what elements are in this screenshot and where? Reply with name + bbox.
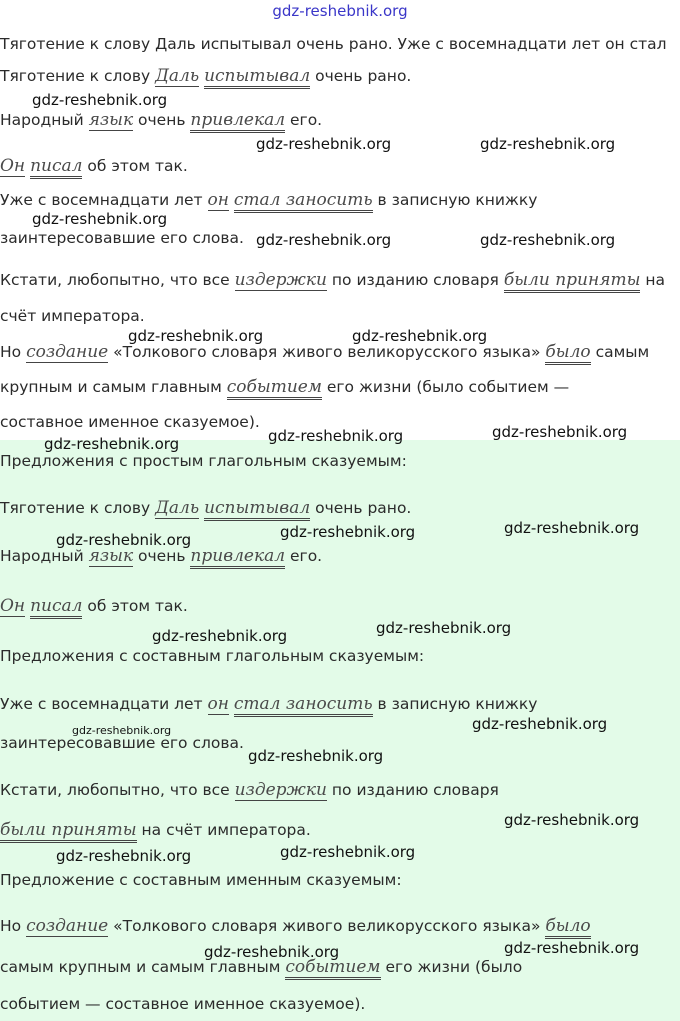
subject-word: язык: [88, 546, 134, 566]
watermark: gdz-reshebnik.org: [504, 939, 640, 957]
watermark: gdz-reshebnik.org: [280, 843, 416, 861]
predicate-word: событием: [227, 377, 322, 400]
p2-sentence-6-end: событием — составное именное сказуемое).: [0, 995, 366, 1013]
p1-sentence-5-cont: счёт императора.: [0, 307, 145, 325]
subject-word: создание: [26, 916, 109, 936]
predicate-word: испытывал: [204, 66, 310, 89]
p1-sentence-4: Уже с восемнадцати лет он стал заносить в записную книжку: [0, 188, 537, 213]
subject-word: он: [207, 694, 229, 714]
watermark: gdz-reshebnik.org: [268, 427, 404, 445]
predicate-word: писал: [30, 596, 82, 619]
subject-word: он: [207, 190, 229, 210]
watermark: gdz-reshebnik.org: [256, 231, 392, 249]
p1-sentence-1: Тяготение к слову Даль испытывал очень рано.: [0, 64, 411, 89]
predicate-word: были приняты: [0, 820, 137, 843]
p2-sentence-6: Но создание «Толкового словаря живого великорусского языка» было: [0, 914, 591, 939]
heading-compound-nominal-predicate: Предложение с составным именным сказуемым:: [0, 871, 402, 889]
p2-sentence-4-cont: заинтересовавшие его слова.: [0, 734, 244, 752]
predicate-word: было: [545, 916, 590, 939]
p2-sentence-2: Народный язык очень привлекал его.: [0, 544, 322, 569]
watermark: gdz-reshebnik.org: [376, 619, 512, 637]
p1-sentence-6: Но создание «Толкового словаря живого великорусского языка» было самым: [0, 340, 649, 365]
subject-word: Он: [0, 156, 26, 176]
predicate-word: привлекал: [190, 110, 285, 133]
p1-sentence-3: Он писал об этом так.: [0, 154, 188, 179]
subject-word: создание: [26, 342, 109, 362]
p2-sentence-6-cont: самым крупным и самым главным событием его жизни (было: [0, 955, 522, 980]
watermark: gdz-reshebnik.org: [492, 423, 628, 441]
watermark: gdz-reshebnik.org: [56, 531, 192, 549]
subject-word: издержки: [234, 270, 327, 290]
p2-sentence-5-cont: были приняты на счёт императора.: [0, 818, 311, 843]
watermark: gdz-reshebnik.org: [56, 847, 192, 865]
heading-compound-verbal-predicate: Предложения с составным глагольным сказуемым:: [0, 647, 425, 665]
p1-sentence-4-cont: заинтересовавшие его слова.: [0, 229, 244, 247]
p2-sentence-1: Тяготение к слову Даль испытывал очень рано.: [0, 496, 411, 521]
watermark: gdz-reshebnik.org: [256, 135, 392, 153]
predicate-word: было: [545, 342, 590, 365]
watermark: gdz-reshebnik.org: [248, 747, 384, 765]
watermark: gdz-reshebnik.org: [44, 435, 180, 453]
p2-sentence-3: Он писал об этом так.: [0, 594, 188, 619]
p1-sentence-5: Кстати, любопытно, что все издержки по изданию словаря были приняты на: [0, 268, 665, 293]
predicate-word: писал: [30, 156, 82, 179]
intro-sentence: Тяготение к слову Даль испытывал очень рано. Уже с восемнадцати лет он стал: [0, 35, 667, 53]
watermark: gdz-reshebnik.org: [480, 231, 616, 249]
heading-simple-predicate: Предложения с простым глагольным сказуемым:: [0, 452, 407, 470]
p1-sentence-6-end: составное именное сказуемое).: [0, 413, 260, 431]
watermark: gdz-reshebnik.org: [472, 715, 608, 733]
watermark: gdz-reshebnik.org: [152, 627, 288, 645]
subject-word: язык: [88, 110, 134, 130]
watermark: gdz-reshebnik.org: [480, 135, 616, 153]
watermark: gdz-reshebnik.org: [504, 811, 640, 829]
watermark: gdz-reshebnik.org: [204, 943, 340, 961]
subject-word: Он: [0, 596, 26, 616]
watermark: gdz-reshebnik.org: [32, 210, 168, 228]
subject-word: Даль: [155, 66, 200, 86]
watermark: gdz-reshebnik.org: [352, 327, 488, 345]
watermark: gdz-reshebnik.org: [128, 327, 264, 345]
watermark: gdz-reshebnik.org: [32, 91, 168, 109]
watermark: gdz-reshebnik.org: [280, 523, 416, 541]
predicate-word: стал заносить: [234, 694, 373, 717]
p1-sentence-6-cont: крупным и самым главным событием его жизни (было событием —: [0, 375, 569, 400]
predicate-word: привлекал: [190, 546, 285, 569]
p2-sentence-4: Уже с восемнадцати лет он стал заносить в записную книжку: [0, 692, 537, 717]
p1-sentence-2: Народный язык очень привлекал его.: [0, 108, 322, 133]
predicate-word: стал заносить: [234, 190, 373, 213]
predicate-word: были приняты: [504, 270, 641, 293]
subject-word: издержки: [234, 780, 327, 800]
p2-sentence-5: Кстати, любопытно, что все издержки по изданию словаря: [0, 780, 499, 800]
watermark: gdz-reshebnik.org: [72, 724, 172, 737]
predicate-word: событием: [285, 957, 380, 980]
subject-word: Даль: [155, 498, 200, 518]
predicate-word: испытывал: [204, 498, 310, 521]
watermark-top-link[interactable]: gdz-reshebnik.org: [272, 2, 408, 20]
watermark: gdz-reshebnik.org: [504, 519, 640, 537]
